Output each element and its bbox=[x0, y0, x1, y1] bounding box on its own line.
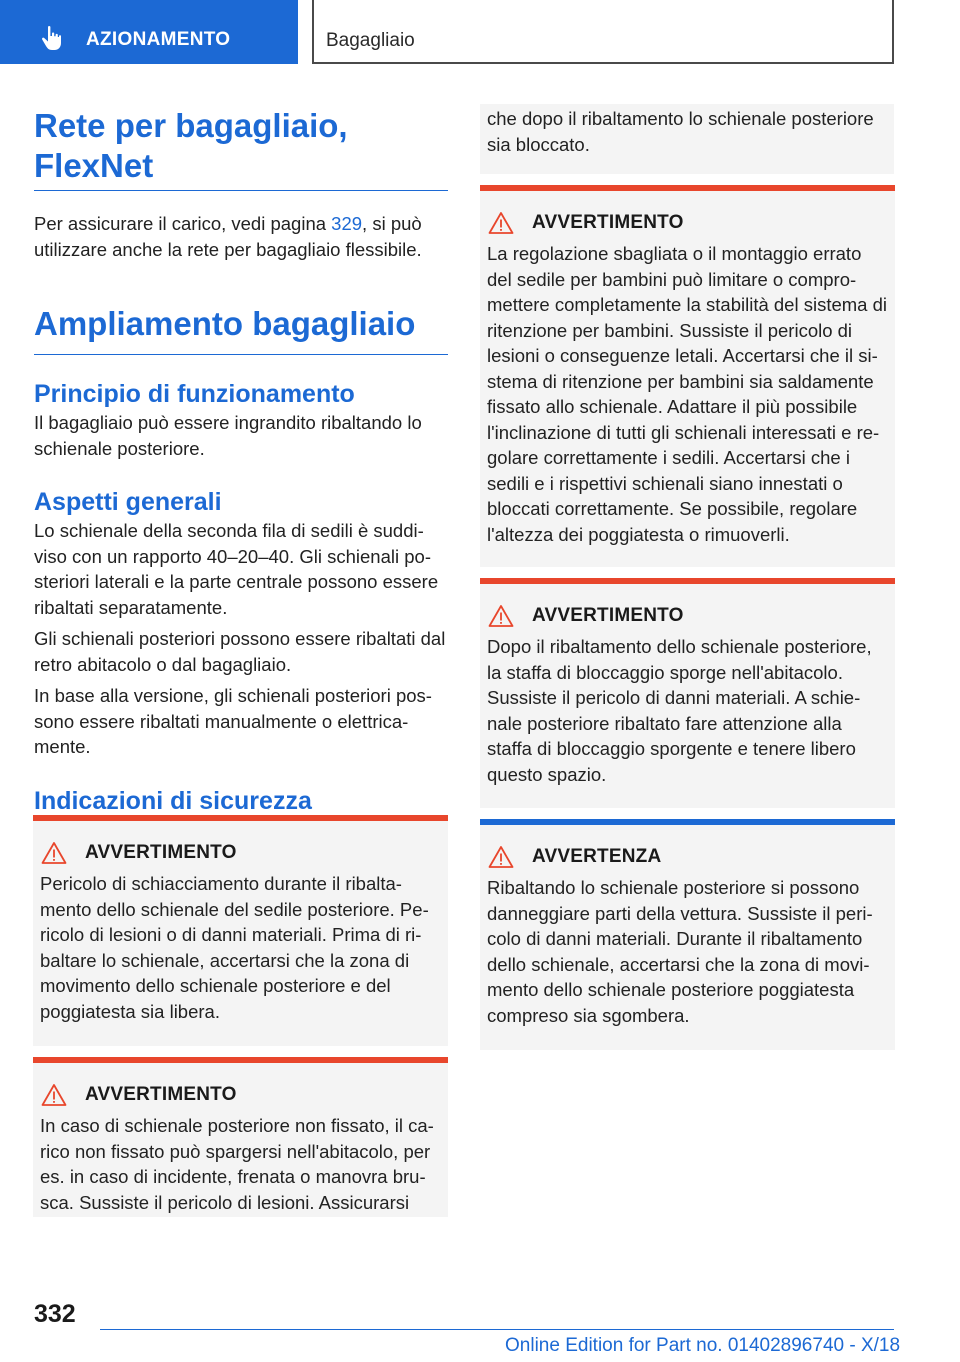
paragraph-aspetti-3: In base alla versione, gli schienali posteriori pos-sono essere ribaltati manualmente o elettrica-mente. bbox=[34, 685, 432, 757]
warning-bar bbox=[480, 185, 895, 191]
paragraph-flexnet-text-2: , si può utilizzare anche la rete per bagagliaio flessibile. bbox=[34, 213, 422, 260]
warning-box bbox=[33, 815, 448, 1046]
heading-rule bbox=[34, 190, 448, 191]
notice-header bbox=[488, 845, 661, 869]
warning-bar bbox=[480, 578, 895, 584]
warning-triangle-icon bbox=[41, 1083, 67, 1107]
warning-title: AVVERTIMENTO bbox=[532, 605, 684, 626]
warning-triangle-icon bbox=[488, 845, 514, 869]
heading-rule bbox=[34, 354, 448, 355]
notice-bar bbox=[480, 819, 895, 825]
warning-bar bbox=[33, 1057, 448, 1063]
footer-edition: Online Edition for Part no. 01402896740 - X/18 bbox=[505, 1335, 901, 1356]
warning-bar bbox=[33, 815, 448, 821]
warning-text: In caso di schienale posteriore non fissato, il ca-rico non fissato può spargersi nell'abitacolo, per es. in caso di incidente, frenata o manovra bru-sca. Sussiste il pericolo di lesioni. Assicurarsi bbox=[40, 1115, 434, 1213]
page-number: 332 bbox=[34, 1300, 76, 1328]
warning-text: La regolazione sbagliata o il montaggio errato del sedile per bambini può limitare o compro-mettere completamente la stabilità del sistema di ritenzione per bambini. Sussiste il pericolo di lesioni o conseguenze letali. Accertarsi che il si-stema di ritenzione per bambini sia saldamente fissato allo schienale. Adattare il più possibile l'inclinazione di tutti gli schienali interessati e re-golare correttamente i sedili. Accertarsi che i sedili e i rispettivi schienali siano innestati o bloccati correttamente. Se possibile, regolare l'altezza dei poggiatesta o rimuoverli. bbox=[487, 243, 887, 545]
heading-sicurezza: Indicazioni di sicurezza bbox=[34, 786, 312, 815]
warning-triangle-icon bbox=[41, 841, 67, 865]
left-column bbox=[34, 106, 448, 816]
notice-text: Ribaltando lo schienale posteriore si possono danneggiare parti della vettura. Sussiste il peri-colo di danni materiali. Durante il ribaltamento dello schienale, accertarsi che la zona di movi-mento dello schienale posteriore poggiatesta compreso sia sgombera. bbox=[487, 877, 873, 1026]
warning-box bbox=[480, 578, 895, 808]
paragraph-flexnet bbox=[34, 211, 448, 262]
warning-text: Pericolo di schiacciamento durante il ribalta-mento dello schienale del sedile posteriore. Pe-ricolo di lesioni o di danni materiali. Prima di ri-baltare lo schienale, accertarsi che la zona di movimento dello schienale posteriore e del poggiatesta sia libera. bbox=[40, 873, 429, 1022]
paragraph-aspetti-1: Lo schienale della seconda fila di sedili è suddi-viso con un rapporto 40–20–40. Gli schienali po-steriori laterali e la parte centrale possono essere ribaltati separatamente. bbox=[34, 520, 439, 618]
chapter-header bbox=[312, 0, 894, 64]
warning-header bbox=[41, 1083, 237, 1107]
notice-box bbox=[480, 819, 895, 1050]
warning-continuation-box bbox=[480, 104, 894, 174]
paragraph-aspetti-2: Gli schienali posteriori possono essere ribaltati dal retro abitacolo o dal bagagliaio. bbox=[34, 628, 446, 675]
warning-text: Dopo il ribaltamento dello schienale posteriore, la staffa di bloccaggio sporge nell'abitacolo. Sussiste il pericolo di danni materiali. A schie-nale posteriore ribaltato fare attenzione alla staffa di bloccaggio sporgente e tenere libero questo spazio. bbox=[487, 636, 872, 785]
chapter-title: Bagagliaio bbox=[326, 30, 415, 51]
warning-title: AVVERTIMENTO bbox=[532, 212, 684, 233]
footer-rule bbox=[100, 1329, 894, 1330]
heading-aspetti: Aspetti generali bbox=[34, 488, 222, 516]
warning-box bbox=[480, 185, 895, 567]
warning-header bbox=[488, 604, 684, 628]
warning-header bbox=[41, 841, 237, 865]
section-tab[interactable] bbox=[0, 0, 298, 64]
notice-title: AVVERTENZA bbox=[532, 846, 662, 867]
heading-principio: Principio di funzionamento bbox=[34, 380, 355, 408]
warning-title: AVVERTIMENTO bbox=[85, 1084, 237, 1105]
warning-box bbox=[33, 1057, 448, 1217]
warning-triangle-icon bbox=[488, 604, 514, 628]
paragraph-principio: Il bagagliaio può essere ingrandito ribaltando lo schienale posteriore. bbox=[34, 412, 422, 459]
section-tab-label: AZIONAMENTO bbox=[86, 29, 231, 50]
warning-triangle-icon bbox=[488, 211, 514, 235]
heading-ampliamento: Ampliamento bagagliaio bbox=[34, 305, 416, 342]
heading-flexnet: Rete per bagagliaio, FlexNet bbox=[34, 107, 348, 184]
warning-continuation-text: che dopo il ribaltamento lo schienale posteriore sia bloccato. bbox=[487, 108, 874, 155]
hand-pointer-icon bbox=[38, 24, 66, 52]
warning-title: AVVERTIMENTO bbox=[85, 842, 237, 863]
warning-header bbox=[488, 211, 684, 235]
page-link-329[interactable]: 329 bbox=[331, 213, 363, 234]
paragraph-flexnet-text: Per assicurare il carico, vedi pagina bbox=[34, 213, 332, 234]
